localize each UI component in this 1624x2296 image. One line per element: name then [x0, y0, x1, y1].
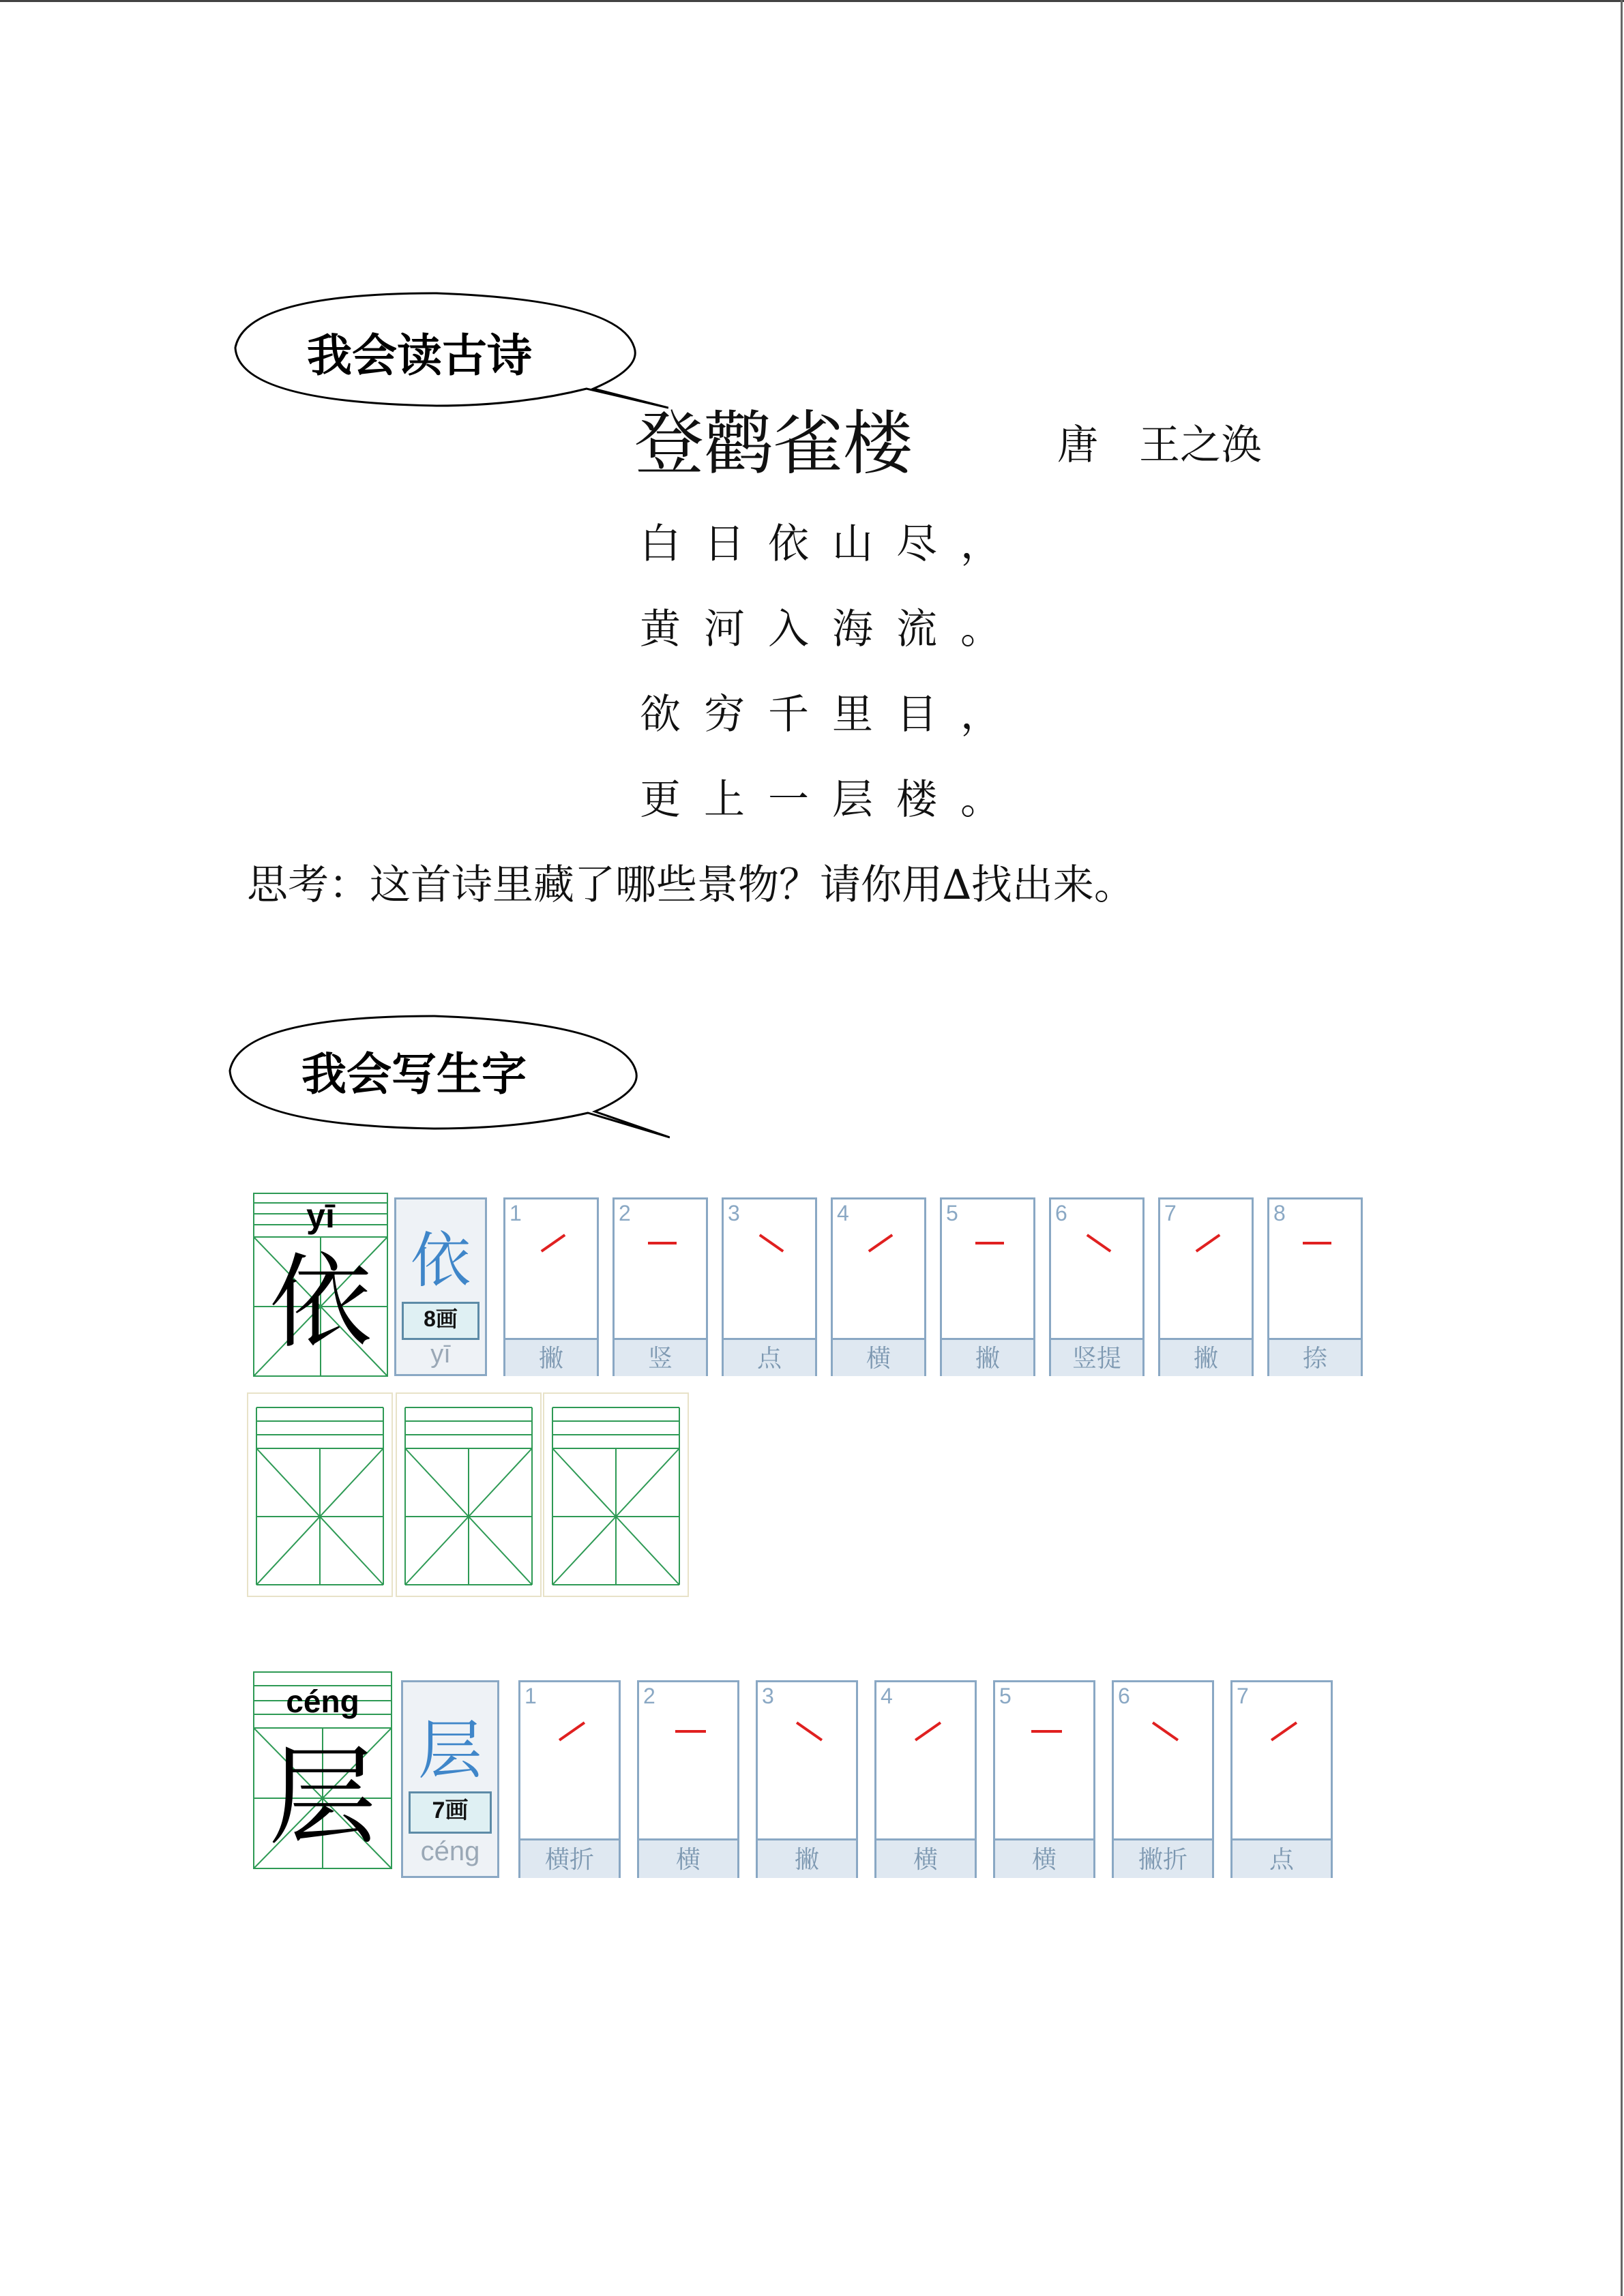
stroke-highlight-icon — [795, 1721, 822, 1741]
poem-title: 登鹳雀楼 — [634, 404, 913, 485]
stroke-highlight-icon — [1087, 1234, 1112, 1252]
stroke-step-label: 撇 — [942, 1338, 1033, 1376]
stroke-step-number: 8 — [1273, 1201, 1286, 1225]
char-info-card — [401, 1680, 499, 1878]
stroke-step-label: 横 — [639, 1838, 737, 1878]
char-pinyin: céng — [286, 1684, 359, 1719]
stroke-highlight-icon — [1303, 1242, 1331, 1244]
stroke-step-card — [1158, 1197, 1254, 1376]
info-pinyin: yī — [430, 1340, 451, 1369]
stroke-step-label: 横 — [833, 1338, 924, 1376]
stroke-step-number: 2 — [619, 1201, 631, 1225]
stroke-step-number: 5 — [946, 1201, 958, 1225]
stroke-step-card — [518, 1680, 621, 1878]
stroke-step-glyph — [876, 1682, 979, 1840]
tianzige-grid-icon — [396, 1392, 542, 1597]
stroke-step-glyph — [995, 1682, 1097, 1840]
stroke-highlight-icon — [558, 1721, 585, 1741]
char-info-card — [394, 1197, 487, 1376]
stroke-step-card — [637, 1680, 739, 1878]
stroke-step-glyph — [942, 1199, 1037, 1340]
stroke-step-number: 7 — [1237, 1684, 1249, 1708]
stroke-step-glyph — [505, 1199, 601, 1340]
stroke-step-number: 3 — [762, 1684, 774, 1708]
stroke-highlight-icon — [1151, 1721, 1178, 1741]
write-chars-bubble — [226, 1009, 670, 1146]
stroke-highlight-icon — [759, 1234, 784, 1252]
stroke-step-card — [1230, 1680, 1333, 1878]
stroke-step-glyph — [833, 1199, 928, 1340]
poem-line: 黄河入海流。 — [640, 606, 1024, 653]
stroke-step-glyph — [639, 1682, 741, 1840]
stroke-step-card — [722, 1197, 817, 1376]
stroke-step-card — [940, 1197, 1035, 1376]
stroke-step-label: 点 — [724, 1338, 815, 1376]
stroke-step-number: 6 — [1055, 1201, 1067, 1225]
stroke-step-number: 4 — [837, 1201, 849, 1225]
stroke-count-badge: 7画 — [409, 1791, 492, 1834]
read-poem-bubble — [232, 286, 668, 423]
stroke-step-label: 捺 — [1269, 1338, 1361, 1376]
stroke-step-number: 7 — [1164, 1201, 1177, 1225]
stroke-step-number: 1 — [510, 1201, 522, 1225]
stroke-step-number: 1 — [525, 1684, 537, 1708]
stroke-step-label: 撇 — [758, 1838, 856, 1878]
stroke-highlight-icon — [975, 1242, 1004, 1244]
poem-line: 白日依山尽， — [640, 520, 1024, 568]
practice-grid-cell[interactable] — [247, 1392, 393, 1597]
stroke-step-card — [1049, 1197, 1145, 1376]
stroke-step-glyph — [1269, 1199, 1365, 1340]
stroke-step-label: 撇 — [505, 1338, 597, 1376]
stroke-step-number: 6 — [1118, 1684, 1130, 1708]
stroke-step-card — [831, 1197, 926, 1376]
stroke-step-label: 撇折 — [1114, 1838, 1212, 1878]
tianzige-grid-icon — [543, 1392, 689, 1597]
stroke-highlight-icon — [648, 1242, 677, 1244]
stroke-highlight-icon — [1196, 1234, 1221, 1252]
stroke-step-label: 横 — [995, 1838, 1093, 1878]
info-pinyin: céng — [420, 1836, 480, 1866]
char-pinyin: yī — [306, 1197, 335, 1235]
char-demo-cell — [252, 1671, 393, 1870]
stroke-highlight-icon — [868, 1234, 894, 1252]
stroke-step-number: 3 — [728, 1201, 740, 1225]
stroke-highlight-icon — [914, 1721, 941, 1741]
stroke-step-label: 横 — [876, 1838, 975, 1878]
stroke-step-card — [503, 1197, 599, 1376]
stroke-step-card — [756, 1680, 858, 1878]
stroke-highlight-icon — [1270, 1721, 1297, 1741]
stroke-step-glyph — [1160, 1199, 1256, 1340]
top-border — [0, 0, 1624, 2]
char-large: 依 — [269, 1244, 372, 1362]
thinking-question: 思考：这首诗里藏了哪些景物？请你用∆找出来。 — [247, 861, 1135, 909]
info-char: 依 — [410, 1225, 471, 1296]
char-demo-cell — [252, 1192, 389, 1377]
stroke-step-label: 竖提 — [1051, 1338, 1142, 1376]
read-poem-heading: 我会读古诗 — [307, 329, 532, 382]
stroke-highlight-icon — [1031, 1730, 1062, 1733]
tianzige-grid-icon — [247, 1392, 393, 1597]
stroke-step-glyph — [1114, 1682, 1216, 1840]
stroke-step-number: 4 — [881, 1684, 893, 1708]
stroke-highlight-icon — [541, 1234, 566, 1252]
stroke-step-card — [1267, 1197, 1363, 1376]
stroke-step-glyph — [1051, 1199, 1147, 1340]
stroke-step-label: 撇 — [1160, 1338, 1252, 1376]
poem-line: 更上一层楼。 — [640, 776, 1024, 824]
poem-author: 唐 王之涣 — [1057, 421, 1262, 469]
stroke-step-card — [874, 1680, 977, 1878]
stroke-step-label: 竖 — [615, 1338, 706, 1376]
practice-grid-cell[interactable] — [543, 1392, 689, 1597]
stroke-step-card — [612, 1197, 708, 1376]
write-chars-heading: 我会写生字 — [301, 1047, 527, 1101]
stroke-highlight-icon — [675, 1730, 706, 1733]
stroke-step-glyph — [1232, 1682, 1335, 1840]
stroke-step-glyph — [520, 1682, 623, 1840]
practice-grid-cell[interactable] — [396, 1392, 542, 1597]
stroke-step-glyph — [724, 1199, 819, 1340]
stroke-step-glyph — [758, 1682, 860, 1840]
stroke-step-card — [993, 1680, 1095, 1878]
right-border — [1621, 0, 1623, 2296]
poem-line: 欲穷千里目， — [640, 691, 1024, 739]
stroke-step-label: 点 — [1232, 1838, 1331, 1878]
stroke-step-label: 横折 — [520, 1838, 619, 1878]
stroke-step-glyph — [615, 1199, 710, 1340]
char-large: 层 — [269, 1735, 377, 1860]
info-char: 层 — [417, 1714, 482, 1788]
stroke-step-card — [1112, 1680, 1214, 1878]
stroke-step-number: 2 — [643, 1684, 655, 1708]
stroke-step-number: 5 — [999, 1684, 1012, 1708]
stroke-count-badge: 8画 — [402, 1302, 479, 1340]
